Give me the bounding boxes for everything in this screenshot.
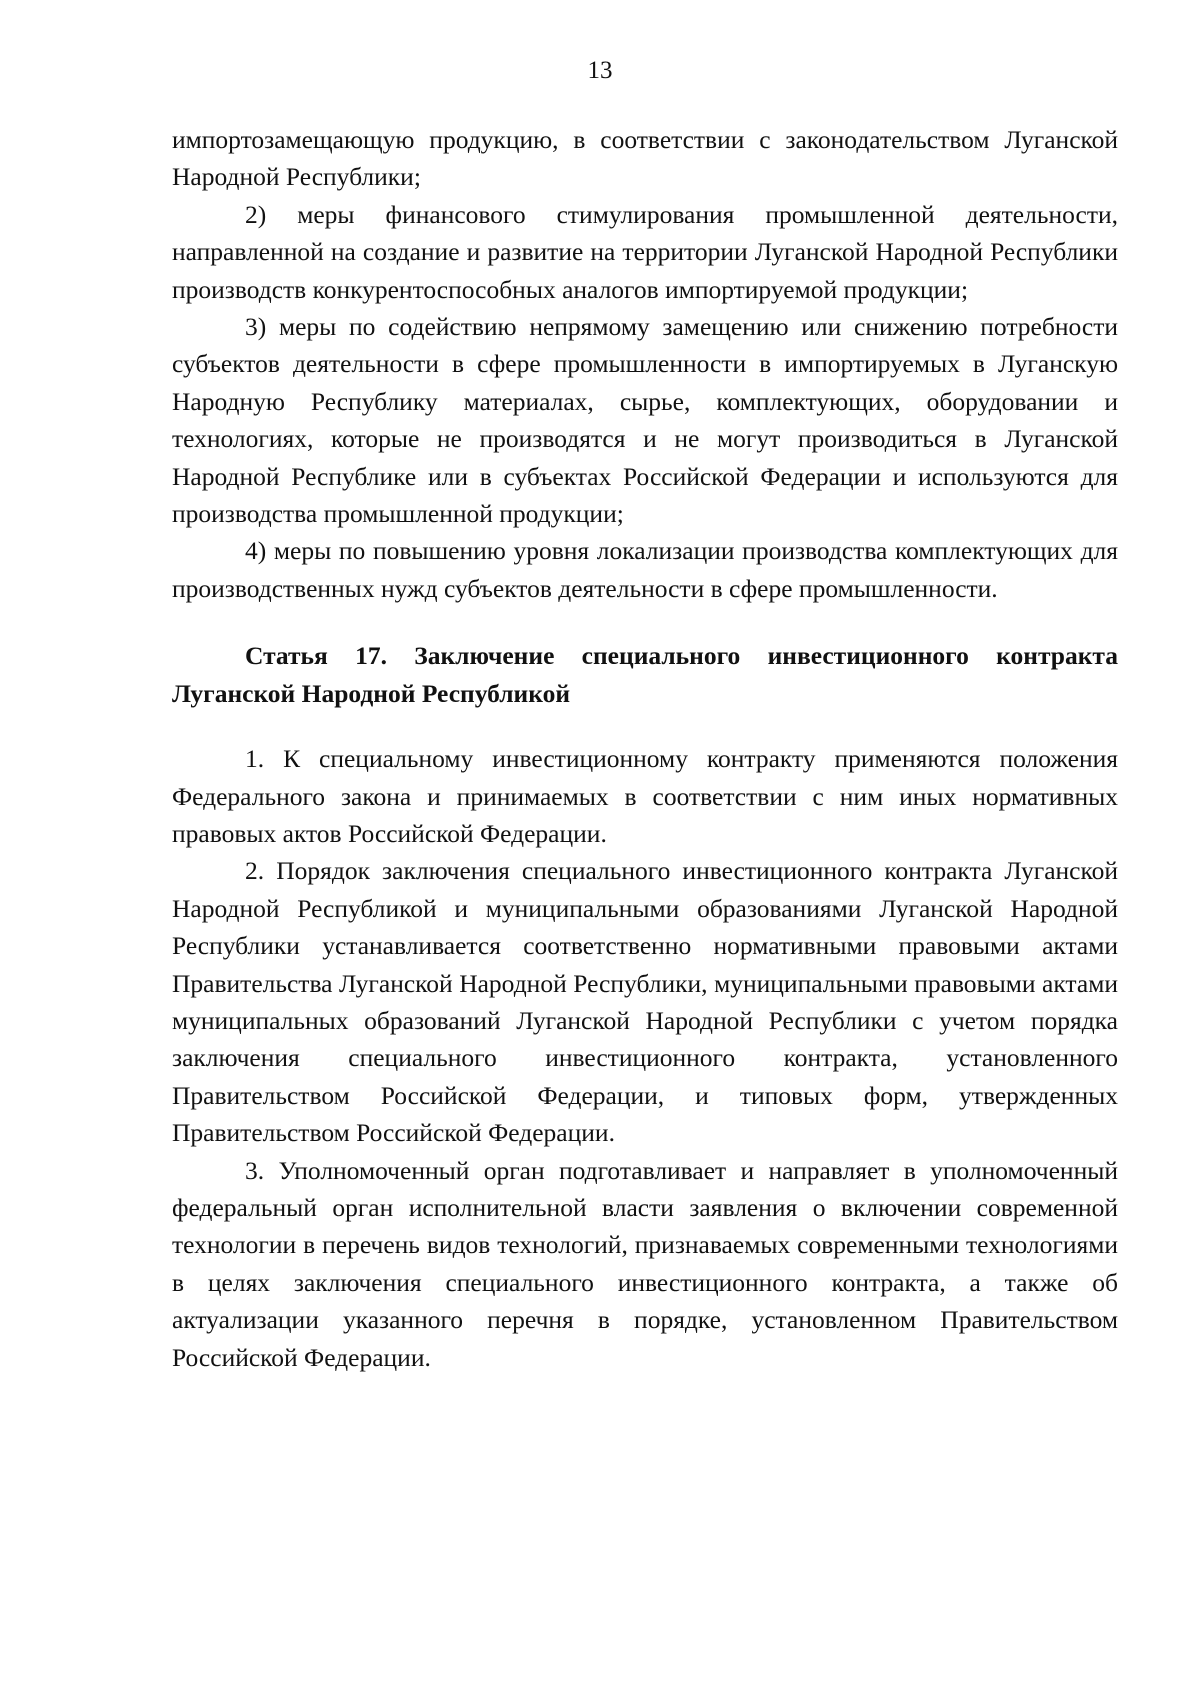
paragraph-continuation: импортозамещающую продукцию, в соответствии с законодательством Луганской Народной Республики; [172, 125, 1118, 192]
article-17-heading: Статья 17. Заключение специального инвестиционного контракта Луганской Народной Республикой [172, 641, 1118, 708]
article-17-clause-1: 1. К специальному инвестиционному контракту применяются положения Федерального закона и принимаемых в соответствии с ним иных нормативных правовых актов Российской Федерации. [172, 744, 1118, 848]
page-number: 13 [587, 57, 613, 84]
paragraph-item-4: 4) меры по повышению уровня локализации производства комплектующих для производственных нужд субъектов деятельности в сфере промышленности. [172, 536, 1118, 603]
article-17-clause-2: 2. Порядок заключения специального инвестиционного контракта Луганской Народной Республикой и муниципальными образованиями Луганской Народной Республики устанавливается соответственно нормативными правовыми актами Правительства Луганской Народной Республики, муниципальными правовыми актами муниципальных образований Луганской Народной Республики с учетом порядка заключения специального инвестиционного контракта, установленного Правительством Российской Федерации, и типовых форм, утвержденных Правительством Российской Федерации. [172, 856, 1118, 1148]
article-17-clause-3: 3. Уполномоченный орган подготавливает и направляет в уполномоченный федеральный орган исполнительной власти заявления о включении современной технологии в перечень видов технологий, признаваемых современными технологиями в целях заключения специального инвестиционного контракта, а также об актуализации указанного перечня в порядке, установленном Правительством Российской Федерации. [172, 1155, 1118, 1372]
document-body [172, 121, 1118, 1376]
paragraph-item-2: 2) меры финансового стимулирования промышленной деятельности, направленной на создание и развитие на территории Луганской Народной Республики производств конкурентоспособных аналогов импортируемой продукции; [172, 199, 1118, 304]
paragraph-item-3: 3) меры по содействию непрямому замещению или снижению потребности субъектов деятельности в сфере промышленности в импортируемых в Луганскую Народную Республику материалах, сырье, комплектующих, оборудовании и технологиях, которые не производятся и не могут производиться в Луганской Народной Республике или в субъектах Российской Федерации и используются для производства промышленной продукции; [172, 312, 1118, 529]
